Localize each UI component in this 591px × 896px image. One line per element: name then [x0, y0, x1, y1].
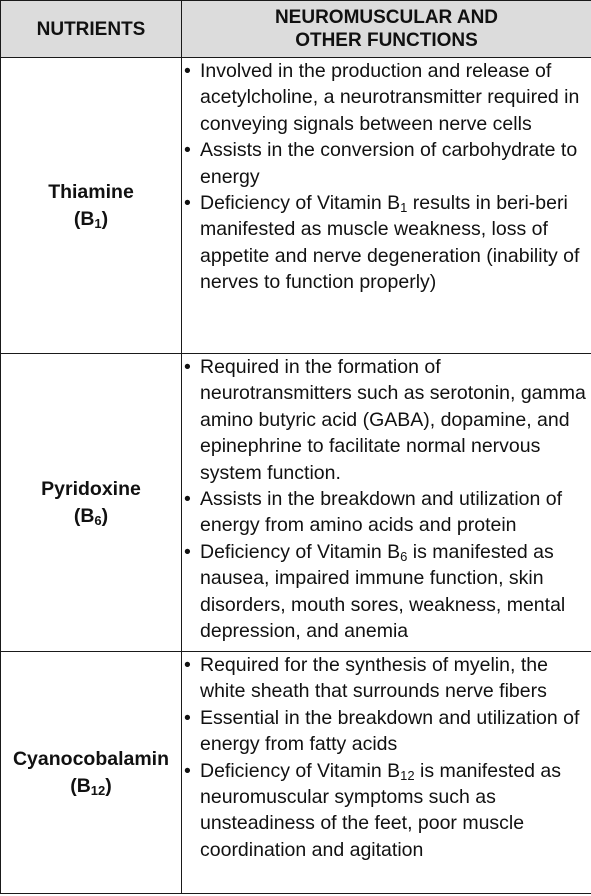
- code-subscript: 1: [94, 215, 102, 231]
- bullet-text-post: is manifested as neuromuscular symptoms such as unsteadiness of the feet, poor muscle coordination and agitation: [200, 759, 561, 861]
- list-item: [182, 137, 591, 190]
- table-row-cyanocobalamin: [1, 652, 591, 894]
- functions-cell: [182, 354, 591, 652]
- code-prefix: (B: [73, 504, 95, 527]
- bullet-list: [182, 652, 591, 863]
- bullet-marker: •: [184, 706, 191, 729]
- list-item: [182, 486, 591, 539]
- bullet-marker: •: [184, 540, 191, 563]
- header-functions-line1: NEUROMUSCULAR AND: [274, 7, 499, 28]
- code-prefix: (B: [73, 207, 95, 230]
- code-suffix: ): [101, 207, 109, 230]
- nutrient-name: Pyridoxine: [41, 477, 141, 500]
- code-suffix: ): [105, 774, 112, 797]
- bullet-marker: •: [184, 759, 191, 782]
- code-suffix: ): [101, 504, 109, 527]
- functions-cell: [182, 652, 591, 894]
- nutrient-name: Thiamine: [48, 180, 134, 203]
- bullet-marker: •: [184, 654, 191, 676]
- list-item: [182, 652, 591, 705]
- list-item: [182, 58, 591, 137]
- header-nutrients: [1, 1, 182, 58]
- header-functions: [182, 1, 591, 58]
- bullet-marker: •: [184, 192, 191, 215]
- bullet-text: Required for the synthesis of myelin, the white sheath that surrounds nerve fibers: [200, 654, 548, 703]
- functions-cell: [182, 58, 591, 354]
- bullet-list: [182, 354, 591, 644]
- list-item: [182, 705, 591, 758]
- bullet-text-subscript: 6: [400, 548, 408, 564]
- bullet-marker: •: [184, 60, 191, 82]
- list-item: [182, 354, 591, 486]
- bullet-marker: •: [184, 488, 191, 511]
- header-nutrients-label: NUTRIENTS: [36, 18, 146, 40]
- code-subscript: 12: [90, 782, 106, 798]
- list-item: [182, 758, 591, 864]
- bullet-marker: •: [184, 356, 191, 378]
- nutrient-cell: [1, 652, 182, 894]
- bullet-text: Required in the formation of neurotransmitters such as serotonin, gamma amino butyric acid (GABA), dopamine, and epinephrine to facilitate normal nervous system function.: [200, 356, 586, 484]
- nutrient-cell: [1, 58, 182, 354]
- table-row-thiamine: [1, 58, 591, 354]
- bullet-text-pre: Deficiency of Vitamin B: [200, 192, 401, 215]
- table-row-pyridoxine: [1, 354, 591, 652]
- bullet-text-pre: Deficiency of Vitamin B: [200, 540, 401, 563]
- bullet-text-post: results in beri-beri manifested as muscle weakness, loss of appetite and nerve degeneration (inability of nerves to function properly): [200, 192, 580, 294]
- code-prefix: (B: [70, 774, 91, 797]
- bullet-text: Assists in the breakdown and utilization of energy from amino acids and protein: [200, 488, 563, 537]
- nutrient-name: Cyanocobalamin: [12, 747, 170, 770]
- bullet-text: Involved in the production and release of acetylcholine, a neurotransmitter required in conveying signals between nerve cells: [200, 60, 580, 135]
- header-functions-line2: OTHER FUNCTIONS: [295, 30, 478, 51]
- bullet-text: Assists in the conversion of carbohydrate to energy: [200, 139, 578, 188]
- code-subscript: 6: [94, 512, 102, 528]
- header-row: [1, 1, 591, 58]
- list-item: [182, 190, 591, 296]
- nutrient-code: [1, 503, 181, 530]
- bullet-text-post: is manifested as nausea, impaired immune function, skin disorders, mouth sores, weakness, mental depression, and anemia: [200, 540, 566, 643]
- bullet-text-subscript: 1: [400, 200, 408, 216]
- bullet-text-subscript: 12: [400, 767, 415, 783]
- list-item: [182, 539, 591, 645]
- bullet-text-pre: Deficiency of Vitamin B: [200, 759, 401, 782]
- nutrient-cell: [1, 354, 182, 652]
- bullet-text: Essential in the breakdown and utilization of energy from fatty acids: [200, 706, 580, 756]
- nutrient-code: [1, 773, 181, 800]
- bullet-marker: •: [184, 139, 191, 162]
- nutrient-code: [1, 206, 181, 233]
- bullet-list: [182, 58, 591, 296]
